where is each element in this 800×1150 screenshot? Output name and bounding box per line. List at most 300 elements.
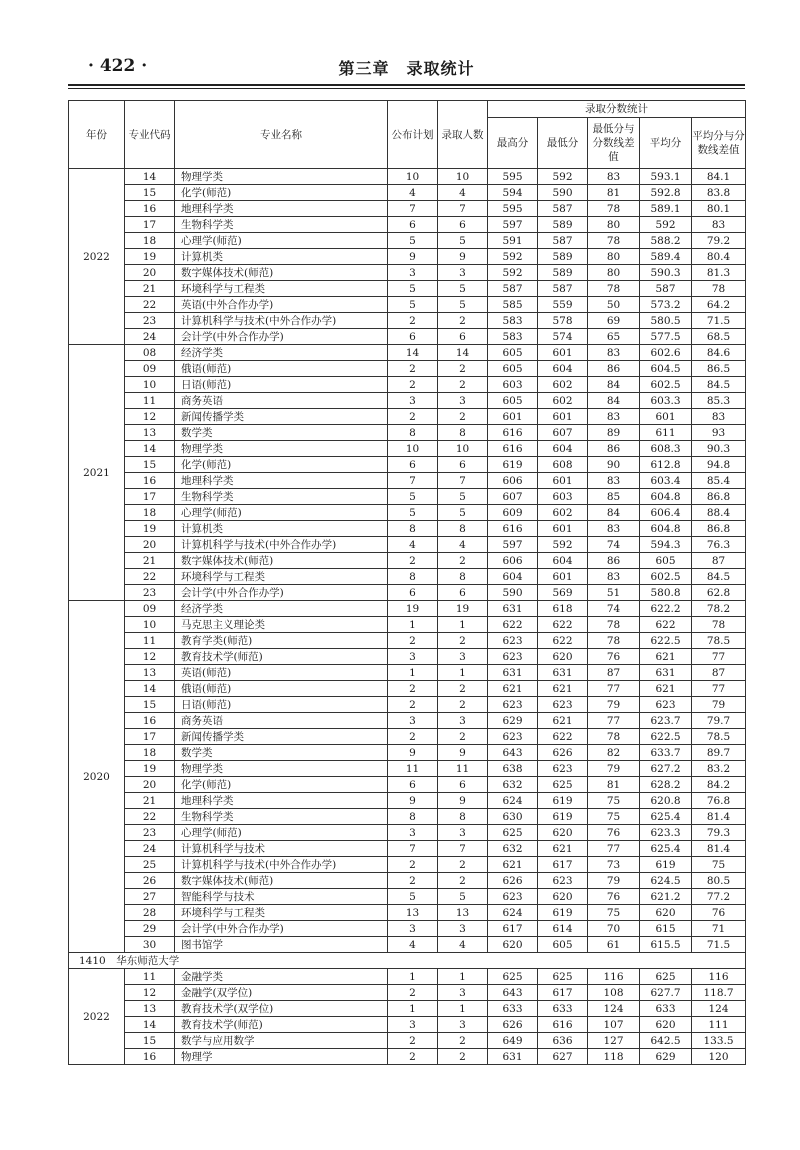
code-cell: 24 <box>125 841 175 857</box>
name-cell: 心理学(师范) <box>175 233 388 249</box>
avg-cell: 621 <box>640 649 692 665</box>
code-cell: 11 <box>125 633 175 649</box>
max-cell: 606 <box>488 553 538 569</box>
code-cell: 24 <box>125 329 175 345</box>
avg-diff-cell: 83 <box>692 217 746 233</box>
name-cell: 金融学(双学位) <box>175 985 388 1001</box>
admitted-cell: 5 <box>438 281 488 297</box>
min-cell: 569 <box>538 585 588 601</box>
table-row <box>69 681 746 697</box>
header-rule-thick <box>68 84 745 86</box>
name-cell: 新闻传播学类 <box>175 729 388 745</box>
avg-cell: 619 <box>640 857 692 873</box>
name-cell: 教育技术学(双学位) <box>175 1001 388 1017</box>
min-cell: 617 <box>538 985 588 1001</box>
table-row <box>69 873 746 889</box>
admitted-cell: 1 <box>438 617 488 633</box>
admitted-cell: 3 <box>438 393 488 409</box>
col-admitted: 录取人数 <box>438 101 488 169</box>
avg-cell: 627.2 <box>640 761 692 777</box>
admitted-cell: 8 <box>438 521 488 537</box>
table-row <box>69 377 746 393</box>
code-cell: 17 <box>125 489 175 505</box>
min-diff-cell: 78 <box>588 233 640 249</box>
table-row <box>69 825 746 841</box>
table-row <box>69 521 746 537</box>
min-diff-cell: 84 <box>588 377 640 393</box>
table-row <box>69 601 746 617</box>
name-cell: 英语(师范) <box>175 665 388 681</box>
code-cell: 14 <box>125 169 175 185</box>
year-cell: 2022 <box>69 969 125 1065</box>
name-cell: 化学(师范) <box>175 777 388 793</box>
code-cell: 16 <box>125 473 175 489</box>
max-cell: 592 <box>488 265 538 281</box>
plan-cell: 3 <box>388 1017 438 1033</box>
admitted-cell: 2 <box>438 633 488 649</box>
code-cell: 13 <box>125 665 175 681</box>
plan-cell: 2 <box>388 377 438 393</box>
avg-diff-cell: 86.5 <box>692 361 746 377</box>
avg-diff-cell: 111 <box>692 1017 746 1033</box>
min-cell: 559 <box>538 297 588 313</box>
avg-diff-cell: 86.8 <box>692 521 746 537</box>
name-cell: 生物科学类 <box>175 489 388 505</box>
avg-diff-cell: 64.2 <box>692 297 746 313</box>
avg-cell: 606.4 <box>640 505 692 521</box>
avg-diff-cell: 76.8 <box>692 793 746 809</box>
admitted-cell: 9 <box>438 745 488 761</box>
table-row <box>69 921 746 937</box>
min-cell: 589 <box>538 249 588 265</box>
page-header <box>68 54 745 84</box>
name-cell: 生物科学类 <box>175 809 388 825</box>
table-row <box>69 889 746 905</box>
table-row <box>69 297 746 313</box>
max-cell: 630 <box>488 809 538 825</box>
avg-diff-cell: 62.8 <box>692 585 746 601</box>
min-diff-cell: 83 <box>588 409 640 425</box>
plan-cell: 4 <box>388 185 438 201</box>
table-row <box>69 313 746 329</box>
max-cell: 643 <box>488 985 538 1001</box>
min-cell: 605 <box>538 937 588 953</box>
admitted-cell: 3 <box>438 985 488 1001</box>
plan-cell: 3 <box>388 265 438 281</box>
avg-cell: 625.4 <box>640 809 692 825</box>
avg-cell: 620.8 <box>640 793 692 809</box>
max-cell: 591 <box>488 233 538 249</box>
min-diff-cell: 127 <box>588 1033 640 1049</box>
max-cell: 624 <box>488 793 538 809</box>
table-row <box>69 841 746 857</box>
admitted-cell: 2 <box>438 857 488 873</box>
col-avg-diff: 平均分与分数线差值 <box>692 118 746 169</box>
min-diff-cell: 78 <box>588 729 640 745</box>
avg-diff-cell: 118.7 <box>692 985 746 1001</box>
plan-cell: 5 <box>388 505 438 521</box>
col-avg: 平均分 <box>640 118 692 169</box>
min-diff-cell: 84 <box>588 393 640 409</box>
avg-cell: 623.3 <box>640 825 692 841</box>
avg-diff-cell: 94.8 <box>692 457 746 473</box>
avg-diff-cell: 80.5 <box>692 873 746 889</box>
admitted-cell: 6 <box>438 329 488 345</box>
min-cell: 587 <box>538 281 588 297</box>
code-cell: 18 <box>125 745 175 761</box>
avg-cell: 602.5 <box>640 377 692 393</box>
max-cell: 601 <box>488 409 538 425</box>
admitted-cell: 6 <box>438 457 488 473</box>
name-cell: 物理学类 <box>175 761 388 777</box>
col-max: 最高分 <box>488 118 538 169</box>
admitted-cell: 6 <box>438 777 488 793</box>
name-cell: 经济学类 <box>175 345 388 361</box>
code-cell: 09 <box>125 361 175 377</box>
max-cell: 605 <box>488 345 538 361</box>
min-diff-cell: 74 <box>588 601 640 617</box>
code-cell: 16 <box>125 201 175 217</box>
plan-cell: 2 <box>388 409 438 425</box>
code-cell: 22 <box>125 297 175 313</box>
table-row <box>69 745 746 761</box>
plan-cell: 2 <box>388 361 438 377</box>
admitted-cell: 3 <box>438 265 488 281</box>
min-diff-cell: 76 <box>588 889 640 905</box>
table-row <box>69 1017 746 1033</box>
avg-cell: 615 <box>640 921 692 937</box>
header-rule-thin <box>68 88 745 89</box>
code-cell: 28 <box>125 905 175 921</box>
name-cell: 俄语(师范) <box>175 361 388 377</box>
header-row-1 <box>69 101 746 118</box>
min-cell: 625 <box>538 777 588 793</box>
admitted-cell: 8 <box>438 569 488 585</box>
code-cell: 09 <box>125 601 175 617</box>
max-cell: 617 <box>488 921 538 937</box>
code-cell: 26 <box>125 873 175 889</box>
min-cell: 619 <box>538 809 588 825</box>
max-cell: 623 <box>488 649 538 665</box>
avg-cell: 593.1 <box>640 169 692 185</box>
max-cell: 626 <box>488 1017 538 1033</box>
min-cell: 603 <box>538 489 588 505</box>
min-cell: 623 <box>538 697 588 713</box>
code-cell: 25 <box>125 857 175 873</box>
code-cell: 22 <box>125 809 175 825</box>
avg-diff-cell: 71.5 <box>692 313 746 329</box>
min-diff-cell: 76 <box>588 825 640 841</box>
avg-diff-cell: 84.2 <box>692 777 746 793</box>
code-cell: 15 <box>125 1033 175 1049</box>
min-diff-cell: 69 <box>588 313 640 329</box>
min-diff-cell: 118 <box>588 1049 640 1065</box>
code-cell: 14 <box>125 1017 175 1033</box>
name-cell: 图书馆学 <box>175 937 388 953</box>
code-cell: 19 <box>125 761 175 777</box>
max-cell: 623 <box>488 697 538 713</box>
avg-cell: 580.5 <box>640 313 692 329</box>
max-cell: 595 <box>488 201 538 217</box>
max-cell: 625 <box>488 969 538 985</box>
avg-cell: 624.5 <box>640 873 692 889</box>
plan-cell: 6 <box>388 457 438 473</box>
code-cell: 08 <box>125 345 175 361</box>
chapter-title: 第三章 录取统计 <box>338 59 475 78</box>
avg-diff-cell: 83 <box>692 409 746 425</box>
avg-diff-cell: 83.2 <box>692 761 746 777</box>
plan-cell: 2 <box>388 873 438 889</box>
admitted-cell: 19 <box>438 601 488 617</box>
min-diff-cell: 90 <box>588 457 640 473</box>
code-cell: 20 <box>125 265 175 281</box>
avg-cell: 594.3 <box>640 537 692 553</box>
avg-cell: 629 <box>640 1049 692 1065</box>
table-row <box>69 777 746 793</box>
avg-cell: 605 <box>640 553 692 569</box>
min-diff-cell: 81 <box>588 185 640 201</box>
max-cell: 624 <box>488 905 538 921</box>
min-cell: 578 <box>538 313 588 329</box>
min-cell: 592 <box>538 537 588 553</box>
max-cell: 623 <box>488 889 538 905</box>
min-diff-cell: 86 <box>588 553 640 569</box>
name-cell: 商务英语 <box>175 713 388 729</box>
admission-table <box>68 100 746 1065</box>
code-cell: 16 <box>125 1049 175 1065</box>
max-cell: 623 <box>488 633 538 649</box>
max-cell: 629 <box>488 713 538 729</box>
min-cell: 604 <box>538 361 588 377</box>
plan-cell: 6 <box>388 585 438 601</box>
table-row <box>69 393 746 409</box>
admitted-cell: 13 <box>438 905 488 921</box>
min-diff-cell: 80 <box>588 265 640 281</box>
page-number: · 422 · <box>88 56 148 76</box>
avg-diff-cell: 81.4 <box>692 841 746 857</box>
max-cell: 583 <box>488 329 538 345</box>
avg-diff-cell: 78.5 <box>692 729 746 745</box>
min-cell: 590 <box>538 185 588 201</box>
code-cell: 12 <box>125 985 175 1001</box>
code-cell: 13 <box>125 425 175 441</box>
max-cell: 607 <box>488 489 538 505</box>
admitted-cell: 3 <box>438 1017 488 1033</box>
table-row <box>69 985 746 1001</box>
avg-diff-cell: 68.5 <box>692 329 746 345</box>
avg-cell: 631 <box>640 665 692 681</box>
avg-diff-cell: 76.3 <box>692 537 746 553</box>
avg-diff-cell: 77 <box>692 649 746 665</box>
max-cell: 619 <box>488 457 538 473</box>
max-cell: 594 <box>488 185 538 201</box>
min-cell: 602 <box>538 377 588 393</box>
table-row <box>69 329 746 345</box>
plan-cell: 9 <box>388 249 438 265</box>
code-cell: 17 <box>125 729 175 745</box>
name-cell: 地理科学类 <box>175 201 388 217</box>
plan-cell: 11 <box>388 761 438 777</box>
min-diff-cell: 83 <box>588 345 640 361</box>
min-diff-cell: 75 <box>588 809 640 825</box>
name-cell: 物理学类 <box>175 441 388 457</box>
avg-diff-cell: 85.4 <box>692 473 746 489</box>
avg-diff-cell: 93 <box>692 425 746 441</box>
table-row <box>69 1001 746 1017</box>
min-cell: 620 <box>538 825 588 841</box>
min-diff-cell: 107 <box>588 1017 640 1033</box>
table-row <box>69 969 746 985</box>
min-cell: 616 <box>538 1017 588 1033</box>
max-cell: 592 <box>488 249 538 265</box>
name-cell: 物理学 <box>175 1049 388 1065</box>
max-cell: 616 <box>488 441 538 457</box>
avg-cell: 612.8 <box>640 457 692 473</box>
avg-diff-cell: 71 <box>692 921 746 937</box>
min-cell: 617 <box>538 857 588 873</box>
plan-cell: 2 <box>388 313 438 329</box>
code-cell: 20 <box>125 537 175 553</box>
min-diff-cell: 116 <box>588 969 640 985</box>
table-row <box>69 697 746 713</box>
max-cell: 583 <box>488 313 538 329</box>
admitted-cell: 2 <box>438 729 488 745</box>
plan-cell: 6 <box>388 217 438 233</box>
min-cell: 625 <box>538 969 588 985</box>
min-diff-cell: 83 <box>588 169 640 185</box>
min-diff-cell: 83 <box>588 473 640 489</box>
name-cell: 计算机科学与技术(中外合作办学) <box>175 857 388 873</box>
avg-cell: 623.7 <box>640 713 692 729</box>
name-cell: 数字媒体技术(师范) <box>175 553 388 569</box>
name-cell: 化学(师范) <box>175 185 388 201</box>
admitted-cell: 2 <box>438 681 488 697</box>
code-cell: 12 <box>125 409 175 425</box>
max-cell: 606 <box>488 473 538 489</box>
name-cell: 计算机类 <box>175 521 388 537</box>
plan-cell: 2 <box>388 857 438 873</box>
code-cell: 15 <box>125 185 175 201</box>
table-row <box>69 809 746 825</box>
admitted-cell: 3 <box>438 649 488 665</box>
name-cell: 金融学类 <box>175 969 388 985</box>
code-cell: 21 <box>125 553 175 569</box>
name-cell: 环境科学与工程类 <box>175 905 388 921</box>
table-row <box>69 665 746 681</box>
avg-diff-cell: 79.3 <box>692 825 746 841</box>
plan-cell: 2 <box>388 697 438 713</box>
code-cell: 27 <box>125 889 175 905</box>
avg-diff-cell: 78.5 <box>692 633 746 649</box>
code-cell: 23 <box>125 825 175 841</box>
max-cell: 625 <box>488 825 538 841</box>
avg-diff-cell: 78 <box>692 617 746 633</box>
min-diff-cell: 85 <box>588 489 640 505</box>
name-cell: 日语(师范) <box>175 377 388 393</box>
avg-diff-cell: 79.7 <box>692 713 746 729</box>
plan-cell: 2 <box>388 985 438 1001</box>
avg-diff-cell: 77.2 <box>692 889 746 905</box>
avg-cell: 627.7 <box>640 985 692 1001</box>
admitted-cell: 10 <box>438 169 488 185</box>
table-row <box>69 265 746 281</box>
name-cell: 英语(中外合作办学) <box>175 297 388 313</box>
min-cell: 618 <box>538 601 588 617</box>
avg-diff-cell: 90.3 <box>692 441 746 457</box>
code-cell: 18 <box>125 233 175 249</box>
max-cell: 621 <box>488 681 538 697</box>
min-diff-cell: 79 <box>588 761 640 777</box>
plan-cell: 5 <box>388 233 438 249</box>
min-cell: 587 <box>538 201 588 217</box>
max-cell: 616 <box>488 425 538 441</box>
avg-diff-cell: 120 <box>692 1049 746 1065</box>
min-cell: 601 <box>538 409 588 425</box>
code-cell: 22 <box>125 569 175 585</box>
avg-cell: 622 <box>640 617 692 633</box>
min-diff-cell: 79 <box>588 873 640 889</box>
year-cell: 2020 <box>69 601 125 953</box>
min-diff-cell: 124 <box>588 1001 640 1017</box>
max-cell: 622 <box>488 617 538 633</box>
avg-diff-cell: 80.1 <box>692 201 746 217</box>
min-cell: 627 <box>538 1049 588 1065</box>
max-cell: 631 <box>488 1049 538 1065</box>
table-row <box>69 505 746 521</box>
name-cell: 地理科学类 <box>175 793 388 809</box>
avg-diff-cell: 116 <box>692 969 746 985</box>
name-cell: 教育技术学(师范) <box>175 649 388 665</box>
name-cell: 数字媒体技术(师范) <box>175 873 388 889</box>
min-cell: 604 <box>538 553 588 569</box>
max-cell: 633 <box>488 1001 538 1017</box>
code-cell: 11 <box>125 969 175 985</box>
avg-cell: 621 <box>640 681 692 697</box>
admitted-cell: 11 <box>438 761 488 777</box>
avg-cell: 580.8 <box>640 585 692 601</box>
plan-cell: 8 <box>388 809 438 825</box>
admitted-cell: 5 <box>438 297 488 313</box>
min-cell: 621 <box>538 841 588 857</box>
col-score-group: 录取分数统计 <box>488 101 746 118</box>
min-cell: 601 <box>538 345 588 361</box>
avg-cell: 590.3 <box>640 265 692 281</box>
plan-cell: 3 <box>388 713 438 729</box>
min-diff-cell: 65 <box>588 329 640 345</box>
avg-cell: 622.5 <box>640 729 692 745</box>
min-cell: 589 <box>538 265 588 281</box>
name-cell: 智能科学与技术 <box>175 889 388 905</box>
table-row <box>69 793 746 809</box>
name-cell: 计算机类 <box>175 249 388 265</box>
avg-diff-cell: 79 <box>692 697 746 713</box>
plan-cell: 14 <box>388 345 438 361</box>
admitted-cell: 2 <box>438 361 488 377</box>
plan-cell: 2 <box>388 1033 438 1049</box>
avg-cell: 604.8 <box>640 521 692 537</box>
name-cell: 环境科学与工程类 <box>175 569 388 585</box>
admitted-cell: 10 <box>438 441 488 457</box>
name-cell: 数学类 <box>175 745 388 761</box>
admitted-cell: 5 <box>438 505 488 521</box>
plan-cell: 3 <box>388 825 438 841</box>
min-cell: 621 <box>538 681 588 697</box>
min-diff-cell: 76 <box>588 649 640 665</box>
avg-diff-cell: 89.7 <box>692 745 746 761</box>
plan-cell: 1 <box>388 1001 438 1017</box>
min-cell: 619 <box>538 905 588 921</box>
max-cell: 638 <box>488 761 538 777</box>
